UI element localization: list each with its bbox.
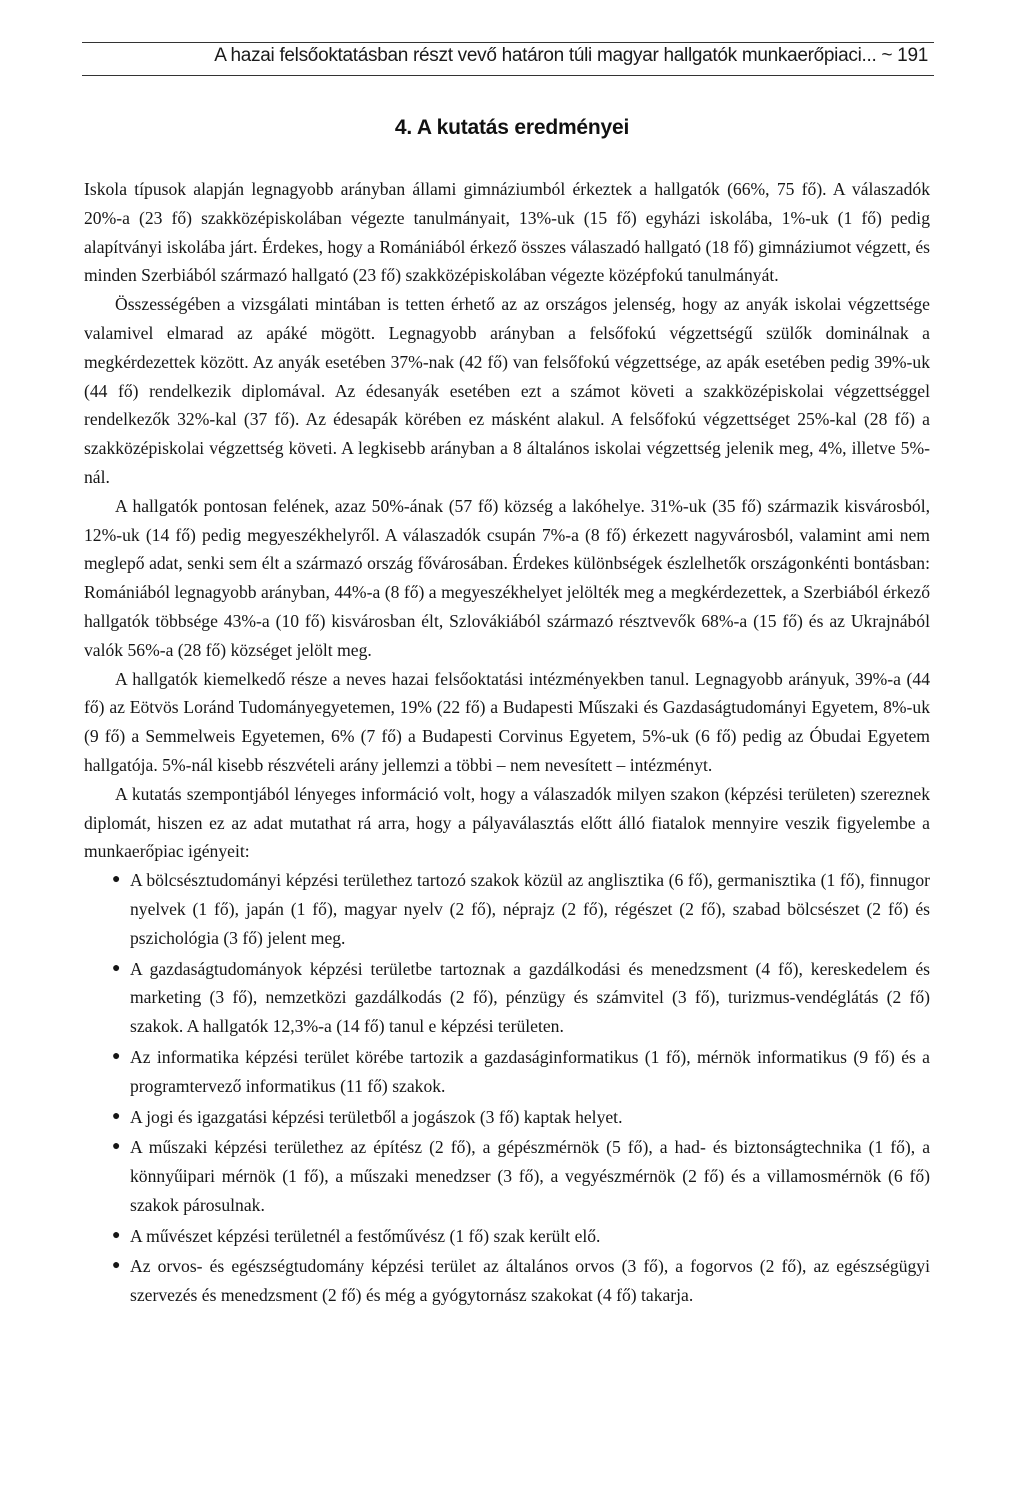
list-item bbox=[84, 1252, 930, 1310]
bullet-icon: ● bbox=[112, 1048, 121, 1064]
fields-bullet-list bbox=[84, 866, 930, 1310]
section-title: 4. A kutatás eredményei bbox=[394, 116, 630, 139]
bullet-icon: ● bbox=[112, 872, 121, 888]
list-item bbox=[84, 955, 930, 1041]
running-header bbox=[82, 42, 934, 76]
list-item-text: Az orvos- és egészségtudomány képzési terület az általános orvos (3 fő), a fogorvos (2 fő), az egészségügyi szervezés és menedzsment (2 fő) és még a gyógytornász szakokat (4 fő) takarja. bbox=[130, 1256, 930, 1306]
bullet-icon: ● bbox=[112, 1139, 121, 1155]
bullet-icon: ● bbox=[112, 1227, 121, 1243]
list-item-text: A gazdaságtudományok képzési területbe tartoznak a gazdálkodási és menedzsment (4 fő), kereskedelem és marketing (3 fő), nemzetközi gazdálkodás (2 fő), pénzügy és számvitel (3 fő), turizmus-vendéglátás (2 fő) szakok. A hallgatók 12,3%-a (14 fő) tanul e képzési területen. bbox=[130, 958, 930, 1037]
paragraph-institutions: A hallgatók kiemelkedő része a neves hazai felsőoktatási intézményekben tanul. Legnagyobb arányuk, 39%-a (44 fő) az Eötvös Loránd Tudományegyetemen, 19% (22 fő) a Budapesti Műszaki és Gazdaságtudományi Egyetem, 8%-uk (9 fő) a Semmelweis Egyetemen, 6% (7 fő) a Budapesti Corvinus Egyetem, 5%-uk (6 fő) pedig az Óbudai Egyetem hallgatója. 5%-nál kisebb részvételi arány jellemzi a többi – nem nevesített – intézményt. bbox=[84, 668, 930, 775]
paragraph-residence: A hallgatók pontosan felének, azaz 50%-ának (57 fő) község a lakóhelye. 31%-uk (35 fő) származik kisvárosból, 12%-uk (14 fő) pedig megyeszékhelyről. A válaszadók csupán 7%-a (8 fő) érkezett nagyvárosból, valamint ami nem meglepő adat, senki sem élt a származó ország fővárosában. Érdekes különbségek észlelhetők országonkénti bontásban: Romániából legnagyobb arányban, 44%-a (8 fő) a megyeszékhelyet jelölték meg a megkérdezettek, a Szerbiából érkező hallgatók többsége 43%-a (10 fő) kisvárosban élt, Szlovákiából származó résztvevők 68%-a (15 fő) és az Ukrajnából valók 56%-a (28 fő) községet jelölt meg. bbox=[84, 495, 930, 660]
paragraph-school-types: Iskola típusok alapján legnagyobb arányban állami gimnáziumból érkeztek a hallgatók (66%, 75 fő). A válaszadók 20%-a (23 fő) szakközépiskolában végezte tanulmányait, 13%-uk (15 fő) egyházi iskolába, 1%-uk (1 fő) pedig alapítványi iskolába járt. Érdekes, hogy a Romániából érkező összes válaszadó hallgató (18 fő) gimnáziumot végzett, és minden Szerbiából származó hallgató (23 fő) szakközépiskolában végezte középfokú tanulmányát. bbox=[84, 179, 930, 286]
list-item bbox=[84, 1133, 930, 1219]
list-item bbox=[84, 1103, 930, 1132]
list-item-text: A művészet képzési területnél a festőművész (1 fő) szak került elő. bbox=[130, 1225, 601, 1246]
body-text bbox=[84, 175, 930, 1312]
list-item bbox=[84, 866, 930, 952]
paragraph-parents-education: Összességében a vizsgálati mintában is tetten érhető az az országos jelenség, hogy az anyák iskolai végzettsége valamivel elmarad az apáké mögött. Legnagyobb arányban a felsőfokú végzettségű szülők dominálnak a megkérdezettek között. Az anyák esetében 37%-nak (42 fő) van felsőfokú végzettsége, az apák esetében pedig 39%-uk (44 fő) rendelkezik diplomával. Az édesanyák esetében ezt a számot követi a szakközépiskolai végzettséggel rendelkezők 32%-kal (37 fő). Az édesapák körében ez másként alakul. A felsőfokú végzettséget 25%-kal (28 fő) a szakközépiskolai végzettség követi. A legkisebb arányban a 8 általános iskolai végzettség jelenik meg, 4%, illetve 5%-nál. bbox=[84, 294, 930, 487]
list-item-text: A jogi és igazgatási képzési területből a jogászok (3 fő) kaptak helyet. bbox=[130, 1106, 623, 1127]
list-item-text: A műszaki képzési területhez az építész (2 fő), a gépészmérnök (5 fő), a had- és biztonságtechnika (1 fő), a könnyűipari mérnök (1 fő), a műszaki menedzser (3 fő), a vegyészmérnök (2 fő) és a villamosmérnök (6 fő) szakok párosulnak. bbox=[130, 1137, 930, 1215]
bullet-icon: ● bbox=[112, 1108, 121, 1124]
bullet-icon: ● bbox=[112, 1258, 121, 1274]
list-item bbox=[84, 1043, 930, 1101]
running-header-title: A hazai felsőoktatásban részt vevő határon túli magyar hallgatók munkaerőpiaci... ~ 191 bbox=[214, 45, 928, 66]
bullet-icon: ● bbox=[112, 960, 121, 976]
list-item-text: A bölcsésztudományi képzési területhez tartozó szakok közül az anglisztika (6 fő), germanisztika (1 fő), finnugor nyelvek (1 fő), japán (1 fő), magyar nyelv (2 fő), néprajz (2 fő), régészet (2 fő), szabad bölcsészet (2 fő) és pszichológia (3 fő) jelent meg. bbox=[130, 870, 930, 948]
list-item bbox=[84, 1222, 930, 1251]
list-item-text: Az informatika képzési terület körébe tartozik a gazdaságinformatikus (1 fő), mérnök informatikus (9 fő) és a programtervező informatikus (11 fő) szakok. bbox=[130, 1046, 930, 1096]
paragraph-fields-intro: A kutatás szempontjából lényeges információ volt, hogy a válaszadók milyen szakon (képzési területen) szereznek diplomát, hiszen ez az adat mutathat rá arra, hogy a pályaválasztás előtt álló fiatalok mennyire veszik figyelembe a munkaerőpiac igényeit: bbox=[84, 783, 930, 862]
